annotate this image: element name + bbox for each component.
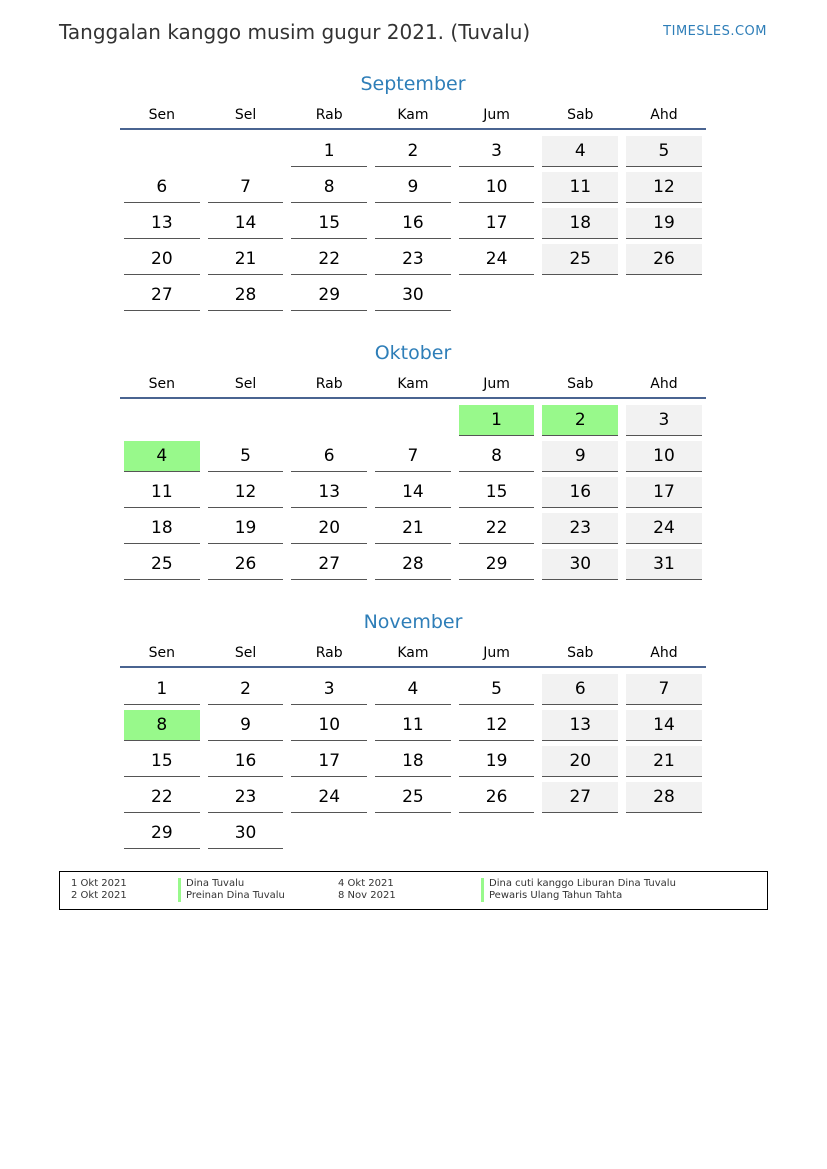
day-cell <box>120 817 204 853</box>
weekday-label: Rab <box>315 376 343 392</box>
day-number: 17 <box>459 208 535 239</box>
day-number: 12 <box>459 710 535 741</box>
day-number: 31 <box>626 549 702 580</box>
day-number: 18 <box>375 746 451 777</box>
day-cell <box>371 512 455 548</box>
empty-day-cell <box>622 817 706 853</box>
day-number: 7 <box>375 441 451 472</box>
empty-day-cell <box>204 135 288 171</box>
day-cell <box>622 171 706 207</box>
day-cell <box>622 440 706 476</box>
day-cell <box>622 207 706 243</box>
week-row <box>120 673 706 709</box>
day-cell <box>455 207 539 243</box>
day-cell <box>204 673 288 709</box>
day-number: 13 <box>291 477 367 508</box>
day-number: 16 <box>542 477 618 508</box>
day-number: 14 <box>208 208 284 239</box>
weekday-label: Ahd <box>650 645 678 661</box>
empty-day-cell <box>287 817 371 853</box>
day-cell <box>120 781 204 817</box>
day-cell <box>371 673 455 709</box>
day-number: 4 <box>375 674 451 705</box>
day-number: 16 <box>375 208 451 239</box>
day-number: 8 <box>124 710 200 741</box>
day-number: 5 <box>626 136 702 167</box>
day-number: 11 <box>124 477 200 508</box>
brand-logo[interactable]: TIMESLES.COM <box>663 24 767 39</box>
weekday-label: Jum <box>483 645 510 661</box>
day-number: 1 <box>291 136 367 167</box>
day-number: 18 <box>124 513 200 544</box>
day-cell <box>455 404 539 440</box>
weekday-header-row <box>120 373 706 399</box>
day-number: 26 <box>626 244 702 275</box>
day-cell <box>371 476 455 512</box>
day-cell <box>287 135 371 171</box>
day-cell <box>622 512 706 548</box>
day-cell <box>455 745 539 781</box>
day-cell <box>120 440 204 476</box>
day-cell <box>204 548 288 584</box>
day-number: 22 <box>124 782 200 813</box>
month-oktober <box>120 339 706 584</box>
day-cell <box>371 745 455 781</box>
day-number: 1 <box>124 674 200 705</box>
weekday-label: Sen <box>148 645 176 661</box>
day-number: 19 <box>626 208 702 239</box>
day-number: 5 <box>208 441 284 472</box>
day-number: 13 <box>124 208 200 239</box>
week-row <box>120 243 706 279</box>
legend-holiday-name: Preinan Dina Tuvalu <box>178 890 285 902</box>
day-cell <box>622 745 706 781</box>
day-cell <box>120 745 204 781</box>
holiday-legend <box>59 871 768 910</box>
day-number: 14 <box>375 477 451 508</box>
week-row <box>120 279 706 315</box>
day-number: 29 <box>459 549 535 580</box>
day-cell <box>455 135 539 171</box>
week-row <box>120 817 706 853</box>
day-number: 18 <box>542 208 618 239</box>
day-number: 10 <box>626 441 702 472</box>
week-row <box>120 709 706 745</box>
day-number: 25 <box>375 782 451 813</box>
day-cell <box>204 243 288 279</box>
day-cell <box>538 709 622 745</box>
day-number: 2 <box>542 405 618 436</box>
week-row <box>120 404 706 440</box>
day-cell <box>538 548 622 584</box>
day-number: 26 <box>459 782 535 813</box>
day-number: 28 <box>208 280 284 311</box>
day-cell <box>455 440 539 476</box>
week-row <box>120 440 706 476</box>
week-row <box>120 207 706 243</box>
weekday-label: Sel <box>234 376 257 392</box>
empty-day-cell <box>538 817 622 853</box>
day-number: 10 <box>459 172 535 203</box>
day-number: 17 <box>291 746 367 777</box>
day-cell <box>622 404 706 440</box>
day-number: 28 <box>626 782 702 813</box>
day-cell <box>120 548 204 584</box>
day-number: 29 <box>124 818 200 849</box>
day-number: 9 <box>208 710 284 741</box>
day-cell <box>538 673 622 709</box>
day-number: 3 <box>291 674 367 705</box>
day-number: 17 <box>626 477 702 508</box>
day-number: 13 <box>542 710 618 741</box>
day-cell <box>371 548 455 584</box>
month-november <box>120 608 706 853</box>
day-cell <box>287 745 371 781</box>
day-number: 15 <box>459 477 535 508</box>
weekday-label: Sab <box>567 645 594 661</box>
day-cell <box>287 512 371 548</box>
day-number: 22 <box>459 513 535 544</box>
weekday-label: Jum <box>483 107 510 123</box>
day-cell <box>622 781 706 817</box>
day-number: 30 <box>208 818 284 849</box>
day-cell <box>120 171 204 207</box>
weekday-label: Sab <box>567 376 594 392</box>
day-cell <box>455 171 539 207</box>
weekday-label: Sel <box>234 645 257 661</box>
day-number: 4 <box>542 136 618 167</box>
day-number: 6 <box>124 172 200 203</box>
legend-holiday-name: Dina Tuvalu <box>178 878 244 890</box>
day-number: 23 <box>208 782 284 813</box>
weekday-label: Jum <box>483 376 510 392</box>
day-number: 11 <box>542 172 618 203</box>
day-cell <box>287 781 371 817</box>
empty-day-cell <box>622 279 706 315</box>
day-number: 27 <box>291 549 367 580</box>
day-cell <box>287 709 371 745</box>
weekday-header-row <box>120 642 706 668</box>
day-cell <box>622 548 706 584</box>
day-number: 24 <box>459 244 535 275</box>
day-number: 14 <box>626 710 702 741</box>
day-cell <box>371 135 455 171</box>
empty-day-cell <box>120 404 204 440</box>
day-cell <box>538 135 622 171</box>
day-number: 26 <box>208 549 284 580</box>
day-number: 12 <box>208 477 284 508</box>
day-cell <box>204 476 288 512</box>
day-cell <box>287 673 371 709</box>
week-row <box>120 781 706 817</box>
day-cell <box>287 279 371 315</box>
day-number: 3 <box>459 136 535 167</box>
month-title: September <box>360 73 466 95</box>
day-number: 12 <box>626 172 702 203</box>
week-row <box>120 745 706 781</box>
day-number: 27 <box>542 782 618 813</box>
day-cell <box>371 243 455 279</box>
empty-day-cell <box>371 404 455 440</box>
day-number: 3 <box>626 405 702 436</box>
day-cell <box>622 243 706 279</box>
day-cell <box>204 512 288 548</box>
day-cell <box>287 243 371 279</box>
day-number: 20 <box>124 244 200 275</box>
legend-date: 4 Okt 2021 <box>338 878 394 889</box>
day-cell <box>622 135 706 171</box>
day-number: 7 <box>626 674 702 705</box>
day-cell <box>204 781 288 817</box>
day-cell <box>371 279 455 315</box>
legend-date: 2 Okt 2021 <box>71 890 127 901</box>
legend-date: 1 Okt 2021 <box>71 878 127 889</box>
day-number: 28 <box>375 549 451 580</box>
day-cell <box>371 207 455 243</box>
empty-day-cell <box>204 404 288 440</box>
day-number: 23 <box>375 244 451 275</box>
day-number: 2 <box>375 136 451 167</box>
month-title: November <box>363 611 463 633</box>
week-row <box>120 135 706 171</box>
day-cell <box>204 171 288 207</box>
day-number: 1 <box>459 405 535 436</box>
weekday-label: Ahd <box>650 376 678 392</box>
weekday-label: Sen <box>148 376 176 392</box>
day-cell <box>622 476 706 512</box>
day-cell <box>455 709 539 745</box>
day-cell <box>455 243 539 279</box>
weekday-label: Ahd <box>650 107 678 123</box>
day-number: 21 <box>208 244 284 275</box>
day-cell <box>538 745 622 781</box>
empty-day-cell <box>455 279 539 315</box>
day-cell <box>538 476 622 512</box>
day-cell <box>120 476 204 512</box>
day-cell <box>120 512 204 548</box>
empty-day-cell <box>455 817 539 853</box>
day-number: 5 <box>459 674 535 705</box>
week-row <box>120 548 706 584</box>
day-number: 15 <box>291 208 367 239</box>
day-number: 8 <box>459 441 535 472</box>
day-cell <box>204 745 288 781</box>
day-cell <box>455 673 539 709</box>
day-number: 24 <box>626 513 702 544</box>
day-number: 8 <box>291 172 367 203</box>
weekday-label: Kam <box>397 376 429 392</box>
day-cell <box>455 512 539 548</box>
day-number: 9 <box>542 441 618 472</box>
day-number: 6 <box>542 674 618 705</box>
day-number: 2 <box>208 674 284 705</box>
month-title: Oktober <box>374 342 452 364</box>
day-number: 15 <box>124 746 200 777</box>
weekday-header-row <box>120 104 706 130</box>
day-cell <box>204 440 288 476</box>
day-cell <box>204 817 288 853</box>
day-cell <box>120 709 204 745</box>
day-cell <box>455 548 539 584</box>
legend-date: 8 Nov 2021 <box>338 890 396 901</box>
legend-holiday-name: Pewaris Ulang Tahun Tahta <box>481 890 622 902</box>
day-cell <box>538 512 622 548</box>
weekday-label: Sab <box>567 107 594 123</box>
day-cell <box>455 781 539 817</box>
week-row <box>120 512 706 548</box>
day-number: 7 <box>208 172 284 203</box>
day-number: 9 <box>375 172 451 203</box>
day-cell <box>120 279 204 315</box>
day-cell <box>287 548 371 584</box>
day-number: 10 <box>291 710 367 741</box>
day-cell <box>371 709 455 745</box>
day-cell <box>204 279 288 315</box>
day-cell <box>538 781 622 817</box>
day-number: 25 <box>542 244 618 275</box>
day-cell <box>287 171 371 207</box>
week-row <box>120 476 706 512</box>
day-number: 22 <box>291 244 367 275</box>
day-cell <box>287 440 371 476</box>
day-cell <box>622 709 706 745</box>
day-cell <box>538 171 622 207</box>
weekday-label: Rab <box>315 107 343 123</box>
day-number: 19 <box>208 513 284 544</box>
empty-day-cell <box>371 817 455 853</box>
day-cell <box>371 171 455 207</box>
day-cell <box>371 440 455 476</box>
weekday-label: Sel <box>234 107 257 123</box>
day-number: 21 <box>626 746 702 777</box>
page-title: Tanggalan kanggo musim gugur 2021. (Tuvalu) <box>59 20 531 44</box>
day-cell <box>538 243 622 279</box>
day-cell <box>287 476 371 512</box>
month-september <box>120 70 706 315</box>
empty-day-cell <box>287 404 371 440</box>
day-number: 29 <box>291 280 367 311</box>
day-number: 21 <box>375 513 451 544</box>
day-number: 19 <box>459 746 535 777</box>
day-number: 25 <box>124 549 200 580</box>
legend-holiday-name: Dina cuti kanggo Liburan Dina Tuvalu <box>481 878 676 890</box>
day-number: 20 <box>542 746 618 777</box>
day-cell <box>204 207 288 243</box>
day-number: 4 <box>124 441 200 472</box>
day-cell <box>455 476 539 512</box>
day-cell <box>287 207 371 243</box>
weekday-label: Sen <box>148 107 176 123</box>
day-cell <box>120 207 204 243</box>
day-number: 11 <box>375 710 451 741</box>
day-number: 24 <box>291 782 367 813</box>
day-number: 30 <box>542 549 618 580</box>
day-cell <box>204 709 288 745</box>
weekday-label: Kam <box>397 645 429 661</box>
empty-day-cell <box>538 279 622 315</box>
day-cell <box>538 440 622 476</box>
weekday-label: Kam <box>397 107 429 123</box>
day-cell <box>538 404 622 440</box>
day-number: 20 <box>291 513 367 544</box>
day-cell <box>538 207 622 243</box>
day-number: 23 <box>542 513 618 544</box>
week-row <box>120 171 706 207</box>
day-number: 27 <box>124 280 200 311</box>
day-cell <box>120 243 204 279</box>
day-cell <box>371 781 455 817</box>
day-number: 16 <box>208 746 284 777</box>
day-cell <box>622 673 706 709</box>
day-number: 6 <box>291 441 367 472</box>
empty-day-cell <box>120 135 204 171</box>
weekday-label: Rab <box>315 645 343 661</box>
day-number: 30 <box>375 280 451 311</box>
day-cell <box>120 673 204 709</box>
